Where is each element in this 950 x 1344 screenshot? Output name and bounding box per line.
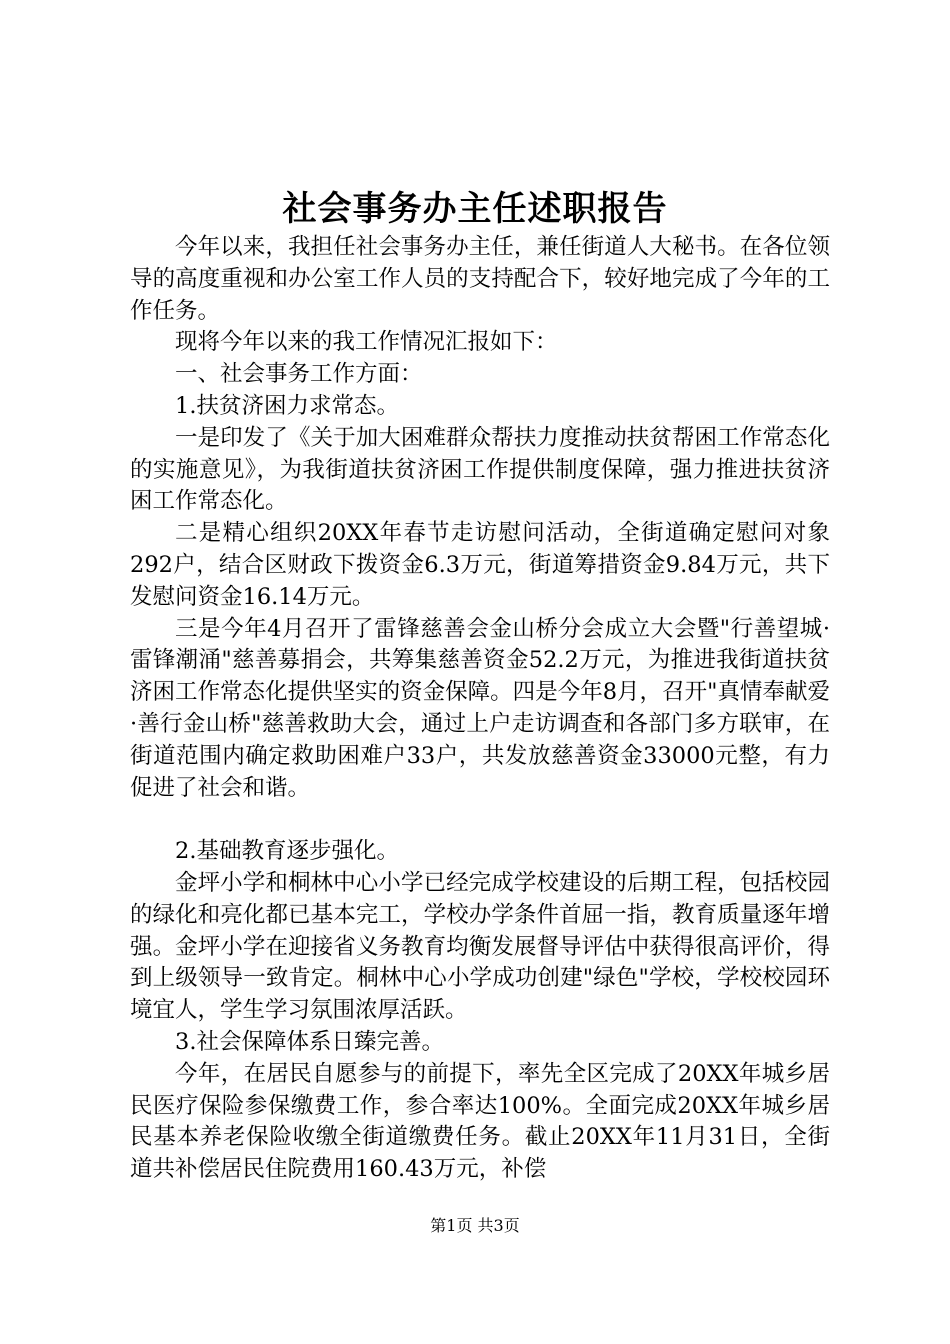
document-title: 社会事务办主任述职报告: [282, 189, 668, 229]
paragraph-intro: 今年以来，我担任社会事务办主任，兼任街道人大秘书。在各位领导的高度重视和办公室工作人员的支持配合下，较好地完成了今年的工作任务。: [130, 234, 830, 324]
page-footer: 第1页 共3页: [430, 1216, 520, 1235]
paragraph-spacer: [130, 804, 830, 836]
paragraph-poverty-relief-3: 三是今年4月召开了雷锋慈善会金山桥分会成立大会暨"行善望城·雷锋潮涌"慈善募捐会，共筹集慈善资金52.2万元，为推进我街道扶贫济困工作常态化提供坚实的资金保障。四是今年8月，召开"真情奉献爱·善行金山桥"慈善救助大会，通过上户走访调查和各部门多方联审，在街道范围内确定救助困难户33户，共发放慈善资金33000元整，有力促进了社会和谐。: [130, 615, 830, 801]
section-heading-social-affairs: 一、社会事务工作方面：: [175, 361, 423, 388]
subheading-basic-education: 2.基础教育逐步强化。: [175, 838, 399, 865]
paragraph-poverty-relief-1: 一是印发了《关于加大困难群众帮扶力度推动扶贫帮困工作常态化的实施意见》，为我街道扶贫济困工作提供制度保障，强力推进扶贫济困工作常态化。: [130, 424, 830, 515]
subheading-poverty-relief: 1.扶贫济困力求常态。: [175, 392, 399, 419]
document-body: [130, 232, 830, 1186]
paragraph-poverty-relief-2: 二是精心组织20XX年春节走访慰问活动，全街道确定慰问对象292户，结合区财政下拨资金6.3万元，街道筹措资金9.84万元，共下发慰问资金16.14万元。: [130, 520, 830, 610]
paragraph-report-lead: 现将今年以来的我工作情况汇报如下：: [175, 329, 558, 356]
subheading-social-security: 3.社会保障体系日臻完善。: [175, 1028, 444, 1055]
paragraph-social-security: 今年，在居民自愿参与的前提下，率先全区完成了20XX年城乡居民医疗保险参保缴费工作，参合率达100%。全面完成20XX年城乡居民基本养老保险收缴全街道缴费任务。截止20XX年11月31日，全街道共补偿居民住院费用160.43万元，补偿: [130, 1060, 830, 1183]
paragraph-basic-education: 金坪小学和桐林中心小学已经完成学校建设的后期工程，包括校园的绿化和亮化都已基本完工，学校办学条件首屈一指，教育质量逐年增强。金坪小学在迎接省义务教育均衡发展督导评估中获得很高评价，得到上级领导一致肯定。桐林中心小学成功创建"绿色"学校，学校校园环境宜人，学生学习氛围浓厚活跃。: [130, 869, 830, 1024]
